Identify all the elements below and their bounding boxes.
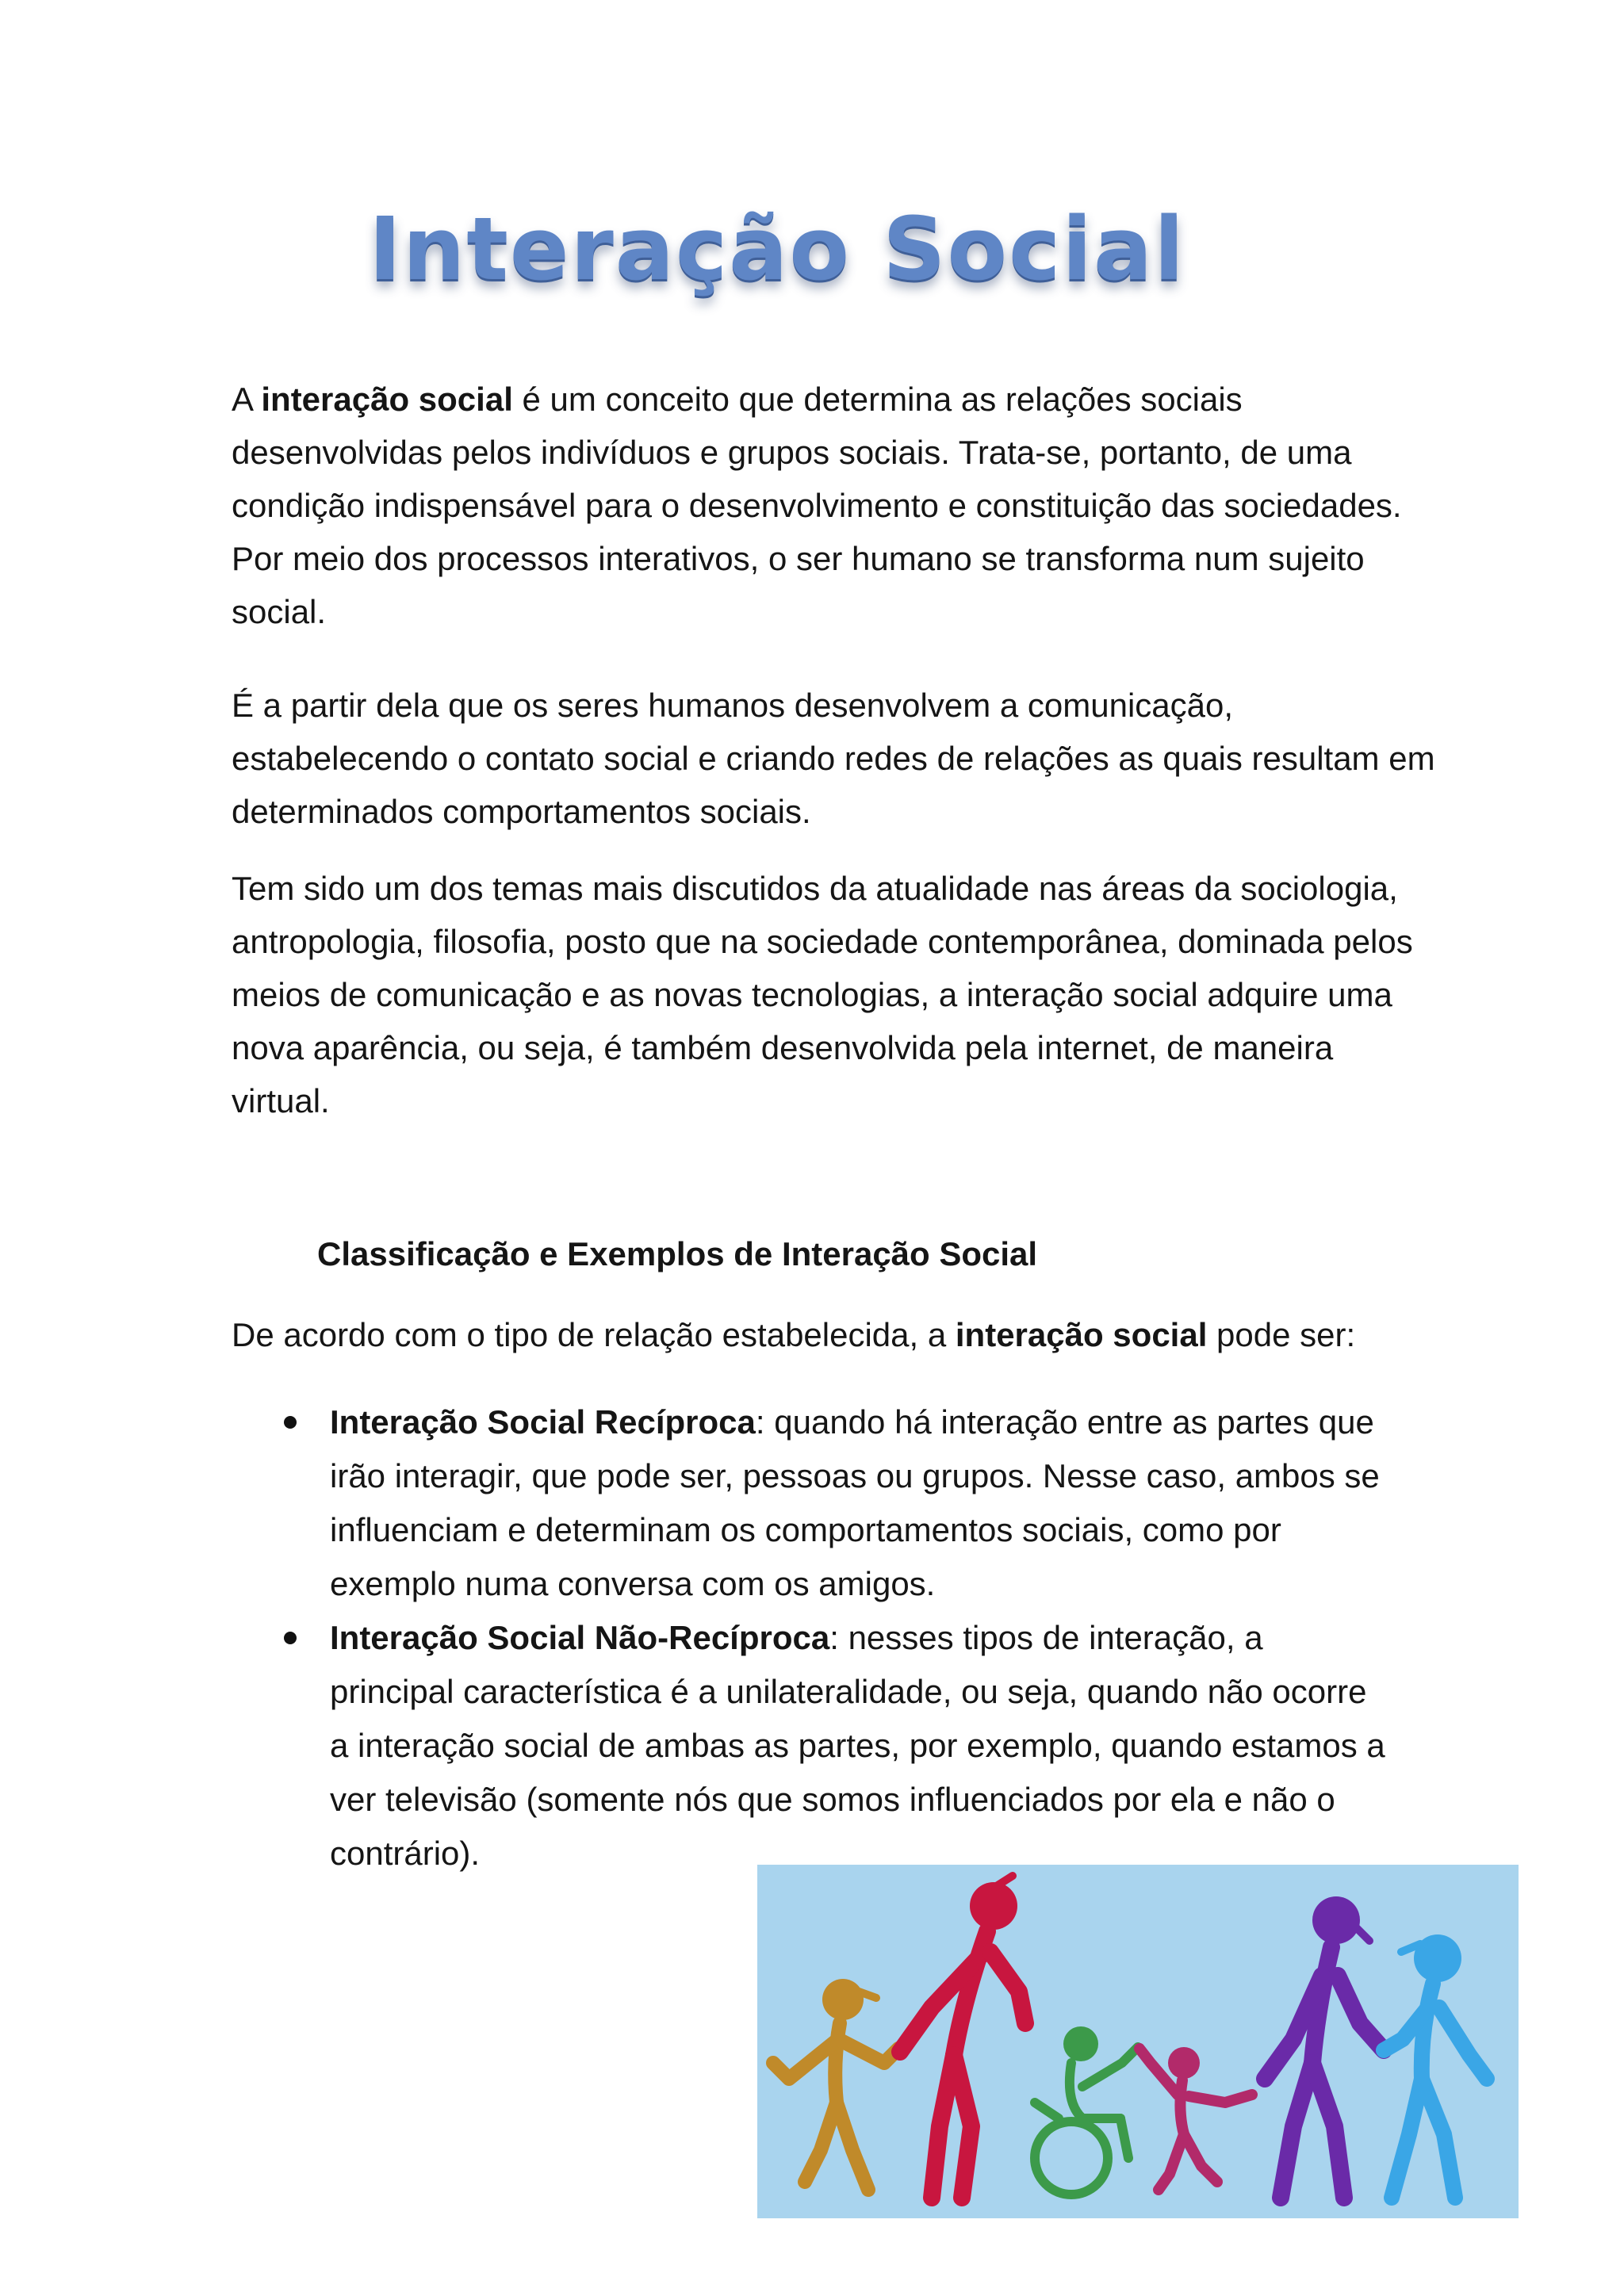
people-holding-hands-illustration — [757, 1865, 1519, 2218]
paragraph-1-text-2: é um conceito que determina as relações sociais desenvolvidas pelos indivíduos e grupos sociais. Trata-se, portanto, de uma condição indispensável para o desenvolvimento e constituição das sociedades. Por meio dos processos interativos, o ser humano se transforma num sujeito social. — [232, 381, 1402, 630]
paragraph-3 — [232, 862, 1437, 1156]
page-title: Interação Social — [369, 198, 1185, 300]
intro-text-before: De acordo com o tipo de relação estabelecida, a — [232, 1316, 956, 1353]
bullet-dot-icon — [284, 1632, 297, 1644]
paragraph-2 — [232, 679, 1437, 867]
intro-bold-term: interação social — [955, 1316, 1208, 1353]
list-item — [279, 1395, 1389, 1611]
intro-line — [232, 1316, 1355, 1354]
paragraph-2-text: É a partir dela que os seres humanos desenvolvem a comunicação, estabelecendo o contato social e criando redes de relações as quais resultam em determinados comportamentos sociais. — [232, 687, 1435, 830]
intro-text-after: pode ser: — [1207, 1316, 1356, 1353]
list-item-term: Interação Social Recíproca — [330, 1403, 756, 1441]
list-item-term: Interação Social Não-Recíproca — [330, 1619, 830, 1656]
paragraph-1 — [232, 373, 1437, 667]
list-item — [279, 1611, 1389, 1881]
paragraph-1-bold-term: interação social — [261, 381, 513, 418]
bullet-dot-icon — [284, 1416, 297, 1429]
paragraph-3-text: Tem sido um dos temas mais discutidos da atualidade nas áreas da sociologia, antropologia, filosofia, posto que na sociedade contemporânea, dominada pelos meios de comunicação e as novas tecnologias, a interação social adquire uma nova aparência, ou seja, é também desenvolvida pela internet, de maneira virtual. — [232, 870, 1413, 1119]
list-item-text: : quando há interação entre as partes que irão interagir, que pode ser, pessoas ou grupos. Nesse caso, ambos se influenciam e determinam os comportamentos sociais, como por exemplo numa conversa com os amigos. — [330, 1403, 1380, 1602]
list-item-text: : nesses tipos de interação, a principal característica é a unilateralidade, ou seja, quando não ocorre a interação social de ambas as partes, por exemplo, quando estamos a ver televisão (somente nós que somos influenciados por ela e não o contrário). — [330, 1619, 1385, 1872]
section-heading: Classificação e Exemplos de Interação Social — [317, 1235, 1038, 1272]
paragraph-1-text-1: A — [232, 381, 262, 418]
classification-list — [279, 1395, 1389, 1881]
